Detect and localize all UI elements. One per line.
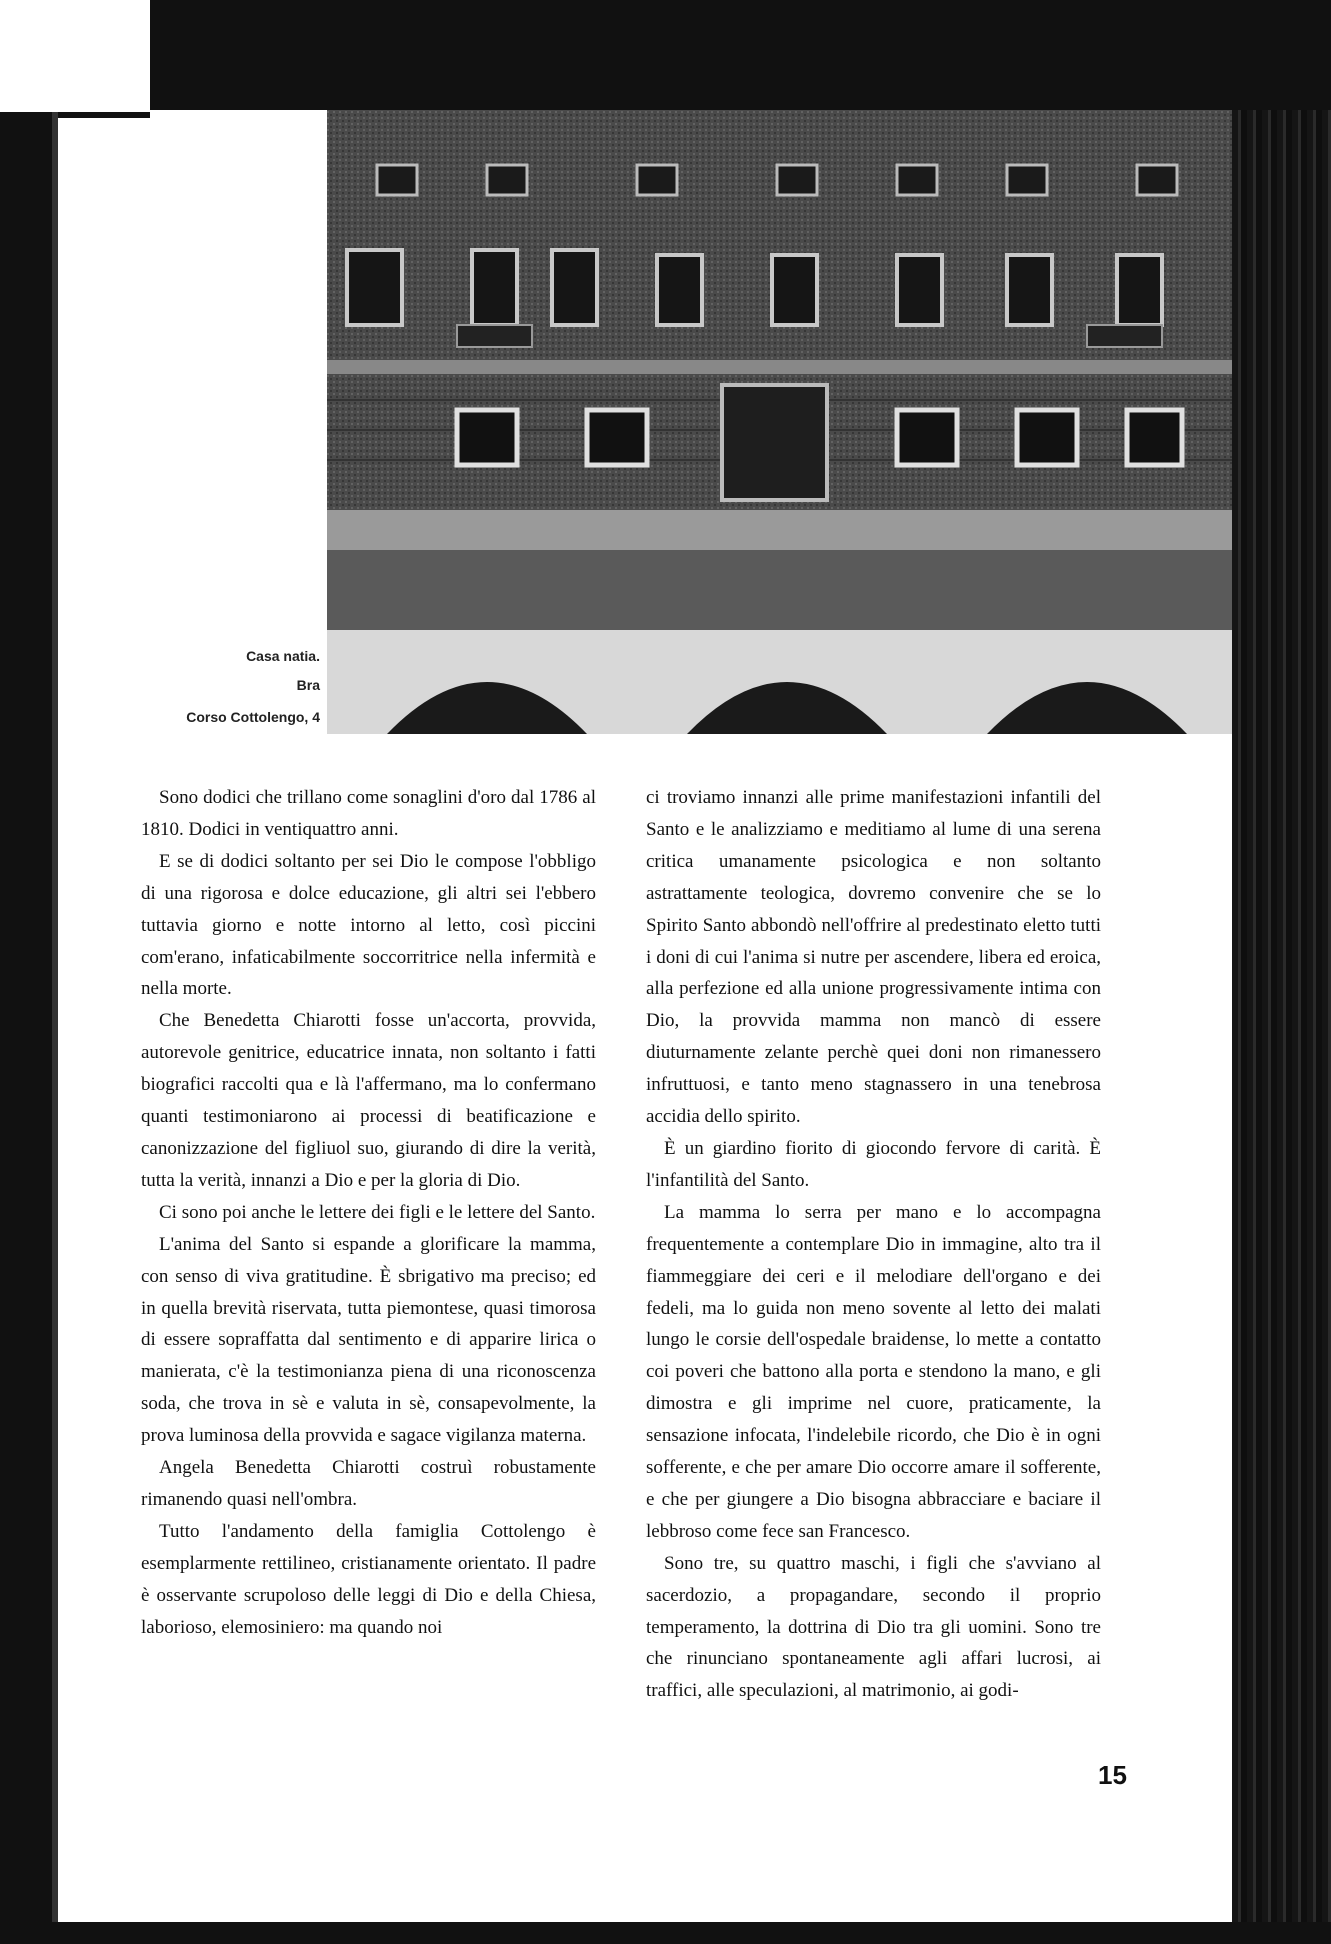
- top-black-border: [150, 0, 1331, 110]
- paragraph: Angela Benedetta Chiarotti costruì robustamente rimanendo quasi nell'ombra.: [141, 1457, 596, 1510]
- paragraph: Sono dodici che trillano come sonaglini d'oro dal 1786 al 1810. Dodici in ventiquattro anni.: [141, 787, 596, 840]
- left-text-column: [141, 782, 596, 1643]
- caption-line-3: Corso Cottolengo, 4: [186, 709, 320, 725]
- house-photo: [327, 110, 1232, 734]
- paragraph: Ci sono poi anche le lettere dei figli e le lettere del Santo.: [159, 1201, 596, 1223]
- paragraph: Sono tre, su quattro maschi, i figli che s'avviano al sacerdozio, a propagandare, secondo il proprio temperamento, la dottrina di Dio tra gli uomini. Sono tre che rinunciano spontaneamente agli affari lucrosi, ai traffici, alle speculazioni, al matrimonio, ai godi-: [646, 1552, 1101, 1702]
- page-number: 15: [1098, 1760, 1127, 1790]
- paragraph: L'anima del Santo si espande a glorificare la mamma, con senso di viva gratitudine. È sbrigativo ma preciso; ed in quella brevità riservata, tutta piemontese, quasi timorosa di essere sopraffatta dal sentimento e di apparire lirica o manierata, c'è la testimonianza piena di una riconoscenza soda, che trova in sè e valuta in sè, consapevolmente, la prova luminosa della provvida e sagace vigilanza materna.: [141, 1233, 596, 1447]
- paragraph: Tutto l'andamento della famiglia Cottolengo è esemplarmente rettilineo, cristianamente orientato. Il padre è osservante scrupoloso delle leggi di Dio e della Chiesa, laborioso, elemosiniero: ma quando noi: [141, 1520, 596, 1638]
- paragraph: E se di dodici soltanto per sei Dio le compose l'obbligo di una rigorosa e dolce educazione, gli altri sei l'ebbero tuttavia giorno e notte intorno al letto, così piccini com'erano, infaticabilmente soccorritrice nella infermità e nella morte.: [141, 850, 596, 1000]
- paragraph: Che Benedetta Chiarotti fosse un'accorta, provvida, autorevole genitrice, educatrice innata, non soltanto i fatti biografici raccolti qua e là l'affermano, ma lo confermano quanti testimoniarono ai processi di beatificazione e canonizzazione del figliuol suo, giurando di dire la verità, tutta la verità, innanzi a Dio e per la gloria di Dio.: [141, 1010, 596, 1191]
- right-text-column: [646, 782, 1101, 1707]
- right-page-edges: [1232, 110, 1331, 1944]
- paragraph: La mamma lo serra per mano e lo accompagna frequentemente a contemplare Dio in immagine, alto tra il fiammeggiare dei ceri e il melodiare dell'organo e dei fedeli, ma lo guida non meno sovente al letto dei malati lungo le corsie dell'ospedale braidense, lo mette a contatto coi poveri che battono alla porta e stendono la mano, e gli dimostra e gli imprime nel cuore, praticamente, la sensazione infocata, l'indelebile ricordo, che Dio è in ogni sofferente, e che per amare Dio occorre amare il sofferente, e che per giungere a Dio bisogna abbracciare e baciare il lebbroso come fece san Francesco.: [646, 1201, 1101, 1542]
- paragraph: È un giardino fiorito di giocondo fervore di carità. È l'infantilità del Santo.: [646, 1137, 1101, 1191]
- bottom-black-border: [0, 1922, 1331, 1944]
- paragraph: ci troviamo innanzi alle prime manifestazioni infantili del Santo e le analizziamo e meditiamo al lume di una serena critica umanamente psicologica e non soltanto astrattamente teologica, dovremo convenire che se lo Spirito Santo abbondò nell'offrire al predestinato eletto tutti i doni di cui l'anima si nutre per ascendere, libera ed eroica, alla perfezione ed alla unione progressivamente intima con Dio, la provvida mamma non mancò di essere diuturnamente zelante perchè quei doni non rimanessero infruttuosi, e tanto meno stagnassero in una tenebrosa accidia dello spirito.: [646, 787, 1101, 1128]
- caption-line-1: Casa natia.: [246, 648, 320, 664]
- caption-line-2: Bra: [296, 677, 320, 693]
- left-black-border: [0, 112, 58, 1944]
- house-facade-illustration: [327, 110, 1232, 734]
